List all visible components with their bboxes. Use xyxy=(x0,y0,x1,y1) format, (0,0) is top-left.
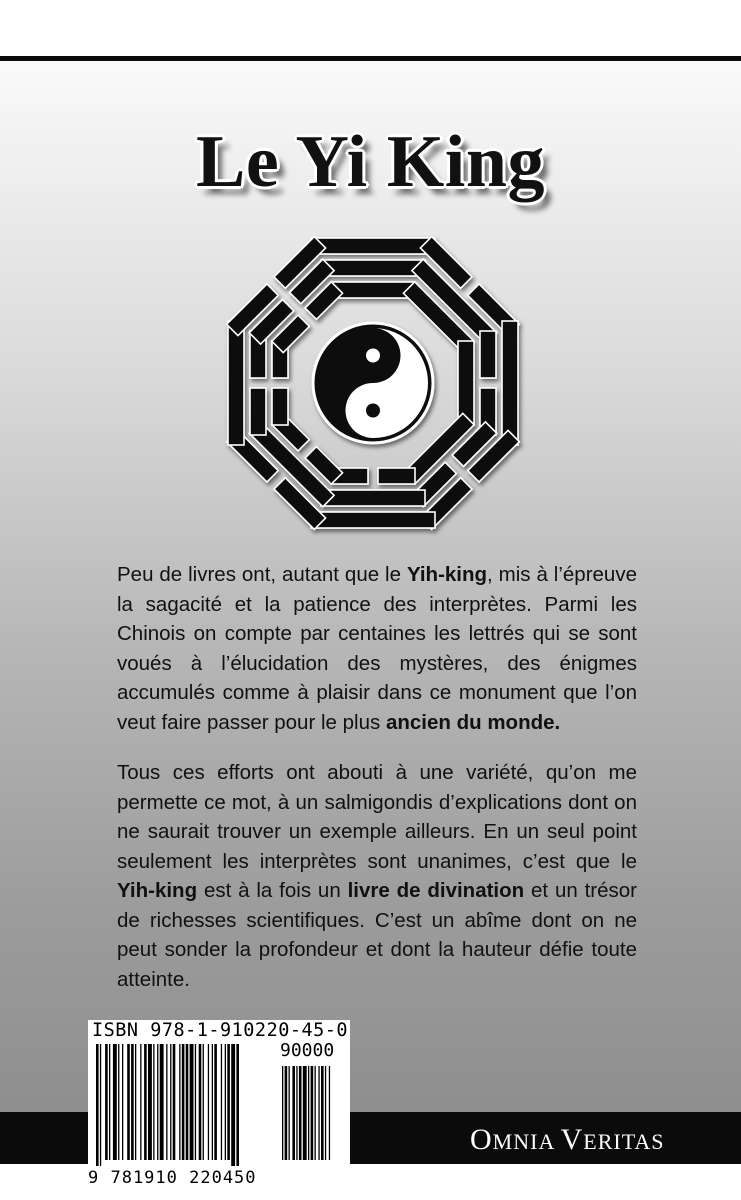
barcode-digits: 9 781910 220450 xyxy=(88,1168,257,1188)
bagua-yin-yang-icon xyxy=(218,228,528,538)
publisher-logo: OMNIA VERITAS xyxy=(470,1123,665,1156)
price-code: 90000 xyxy=(280,1040,335,1061)
barcode-bars xyxy=(94,1044,344,1168)
isbn-label: ISBN 978-1-910220-45-0 xyxy=(92,1020,349,1041)
description-paragraph-1: Peu de livres ont, autant que le Yih-king, mis à l’épreuve la sagacité et la patience des interprètes. Parmi les Chinois on compte par centaines les lettrés qui se sont voués à l’élucidation des mystères, des énigmes accumulés comme à plaisir dans ce monument que l’on veut faire passer pour le plus ancien du monde. xyxy=(117,563,637,734)
book-title: Le Yi King xyxy=(196,121,545,203)
isbn-barcode xyxy=(88,1020,350,1188)
description-paragraph-2: Tous ces efforts ont abouti à une variété, qu’on me permette ce mot, à un salmigondis d’explications dont on ne saurait trouver un exemple ailleurs. En un seul point seulement les interprètes sont unanimes, c’est que le Yih-king est à la fois un livre de divination et un trésor de richesses scientifiques. C’est un abîme dont on ne peut sonder la profondeur et dont la hauteur défie toute atteinte. xyxy=(117,761,637,991)
